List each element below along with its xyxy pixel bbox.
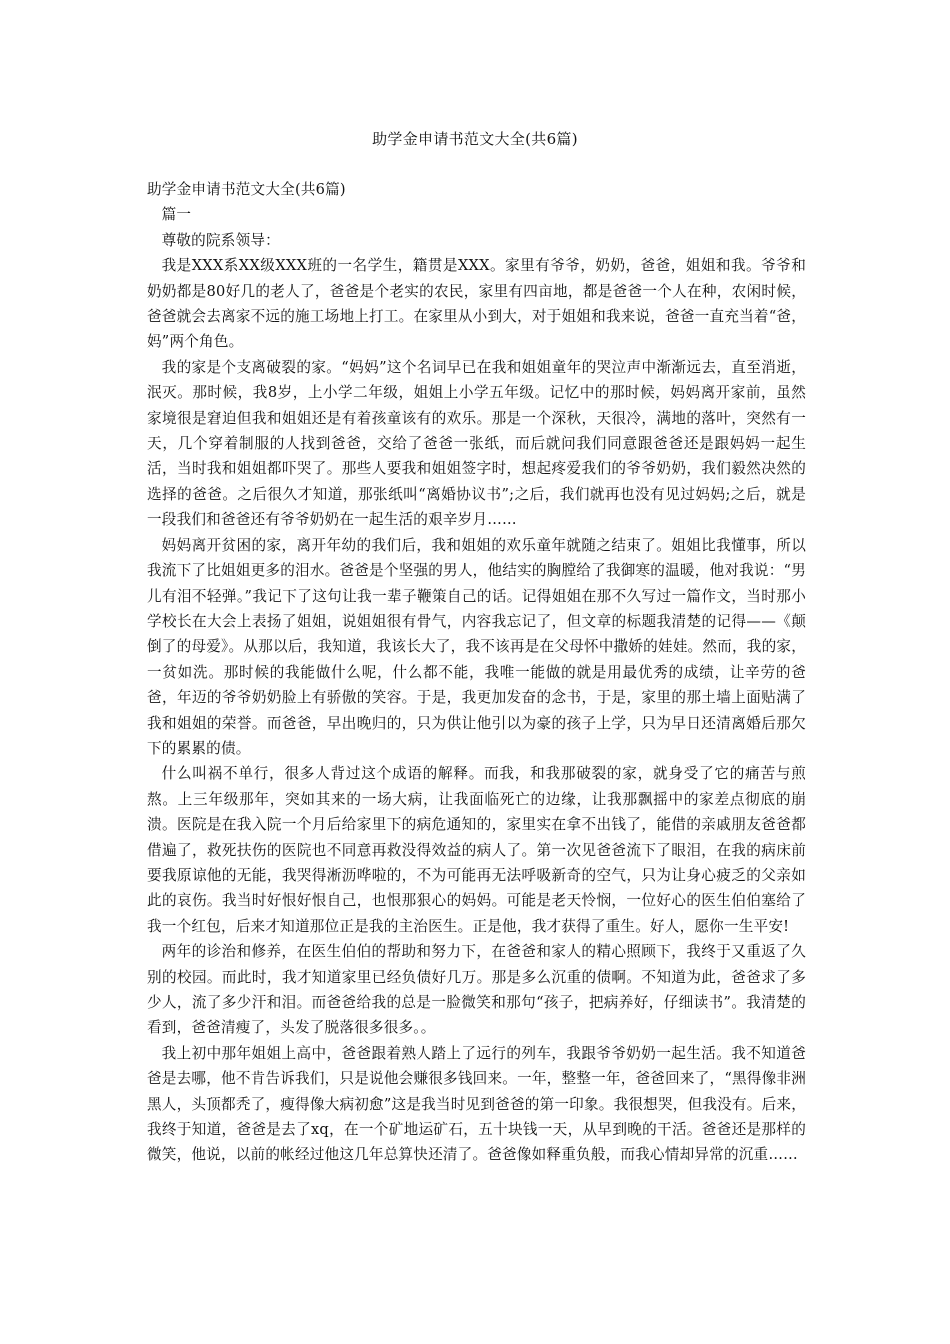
document-title: 助学金申请书范文大全(共6篇): [372, 130, 578, 148]
body-paragraph-4: 什么叫祸不单行，很多人背过这个成语的解释。而我，和我那破裂的家，就身受了它的痛苦与煎熬。上三年级那年，突如其来的一场大病，让我面临死亡的边缘，让我那飘摇中的家差点彻底的崩溃。医院是在我入院一个月后给家里下的病危通知的，家里实在拿不出钱了，能借的亲戚朋友爸爸都借遍了，救死扶伤的医院也不同意再救没得效益的病人了。第一次见爸爸流下了眼泪，在我的病床前要我原谅他的无能，我哭得淅沥哗啦的，不为可能再无法呼吸新奇的空气，只为让身心疲乏的父亲如此的哀伤。我当时好恨好恨自己，也恨那狠心的妈妈。可能是老天怜悯，一位好心的医生伯伯塞给了我一个红包，后来才知道那位正是我的主治医生。正是他，我才获得了重生。好人，愿你一生平安!: [147, 765, 806, 935]
salutation: 尊敬的院系领导：: [161, 231, 280, 249]
body-paragraph-6: 我上初中那年姐姐上高中，爸爸跟着熟人踏上了远行的列车，我跟爷爷奶奶一起生活。我不知道爸爸是去哪，他不肯告诉我们，只是说他会赚很多钱回来。一年，整整一年，爸爸回来了，“黑得像非洲黑人，头顶都秃了，瘦得像大病初愈”这是我当时见到爸爸的第一印象。我很想哭，但我没有。后来，我终于知道，爸爸是去了xq，在一个矿地运矿石，五十块钱一天，从早到晚的干活。爸爸还是那样的微笑，他说，以前的帐经过他这几年总算快还清了。爸爸像如释重负般，而我心情却异常的沉重……: [147, 1044, 806, 1164]
document-body: [147, 177, 806, 1168]
section-label: 篇一: [161, 206, 192, 224]
body-paragraph-5: 两年的诊治和修养，在医生伯伯的帮助和努力下，在爸爸和家人的精心照顾下，我终于又重返了久别的校园。而此时，我才知道家里已经负债好几万。那是多么沉重的债啊。不知道为此，爸爸求了多少人，流了多少汗和泪。而爸爸给我的总是一脸微笑和那句“孩子，把病养好，仔细读书”。我清楚的看到，爸爸清瘦了，头发了脱落很多很多。。: [147, 943, 806, 1037]
body-paragraph-1: 我是XXX系XX级XXX班的一名学生，籍贯是XXX。家里有爷爷，奶奶，爸爸，姐姐和我。爷爷和奶奶都是80好几的老人了，爸爸是个老实的农民，家里有四亩地，都是爸爸一个人在种，农闲时候，爸爸就会去离家不远的施工场地上打工。在家里从小到大，对于姐姐和我来说，爸爸一直充当着“爸，妈”两个角色。: [147, 257, 806, 351]
body-paragraph-3: 妈妈离开贫困的家，离开年幼的我们后，我和姐姐的欢乐童年就随之结束了。姐姐比我懂事，所以我流下了比姐姐更多的泪水。爸爸是个坚强的男人，他结实的胸膛给了我御寒的温暖，他对我说：“男儿有泪不轻弹。”我记下了这句让我一辈子鞭策自己的话。记得姐姐在那不久写过一篇作文，当时那小学校长在大会上表扬了姐姐，说姐姐很有骨气，内容我忘记了，但文章的标题我清楚的记得——《颠倒了的母爱》。从那以后，我知道，我该长大了，我不该再是在父母怀中撒娇的娃娃。然而，我的家，一贫如洗。那时候的我能做什么呢，什么都不能，我唯一能做的就是用最优秀的成绩，让辛劳的爸爸，年迈的爷爷奶奶脸上有骄傲的笑容。于是，我更加发奋的念书，于是，家里的那土墙上面贴满了我和姐姐的荣誉。而爸爸，早出晚归的，只为供让他引以为豪的孩子上学，只为早日还清离婚后那欠下的累累的债。: [147, 536, 806, 757]
article-heading: 助学金申请书范文大全(共6篇): [147, 181, 346, 198]
body-paragraph-2: 我的家是个支离破裂的家。“妈妈”这个名词早已在我和姐姐童年的哭泣声中渐渐远去，直至消逝，泯灭。那时候，我8岁，上小学二年级，姐姐上小学五年级。记忆中的那时候，妈妈离开家前，虽然家境很是窘迫但我和姐姐还是有着孩童该有的欢乐。那是一个深秋，天很冷，满地的落叶，突然有一天，几个穿着制服的人找到爸爸，交给了爸爸一张纸，而后就问我们同意跟爸爸还是跟妈妈一起生活，当时我和姐姐都吓哭了。那些人要我和姐姐签字时，想起疼爱我们的爷爷奶奶，我们毅然决然的选择的爸爸。之后很久才知道，那张纸叫“离婚协议书”;之后，我们就再也没有见过妈妈;之后，就是一段我们和爸爸还有爷爷奶奶在一起生活的艰辛岁月……: [147, 358, 806, 529]
